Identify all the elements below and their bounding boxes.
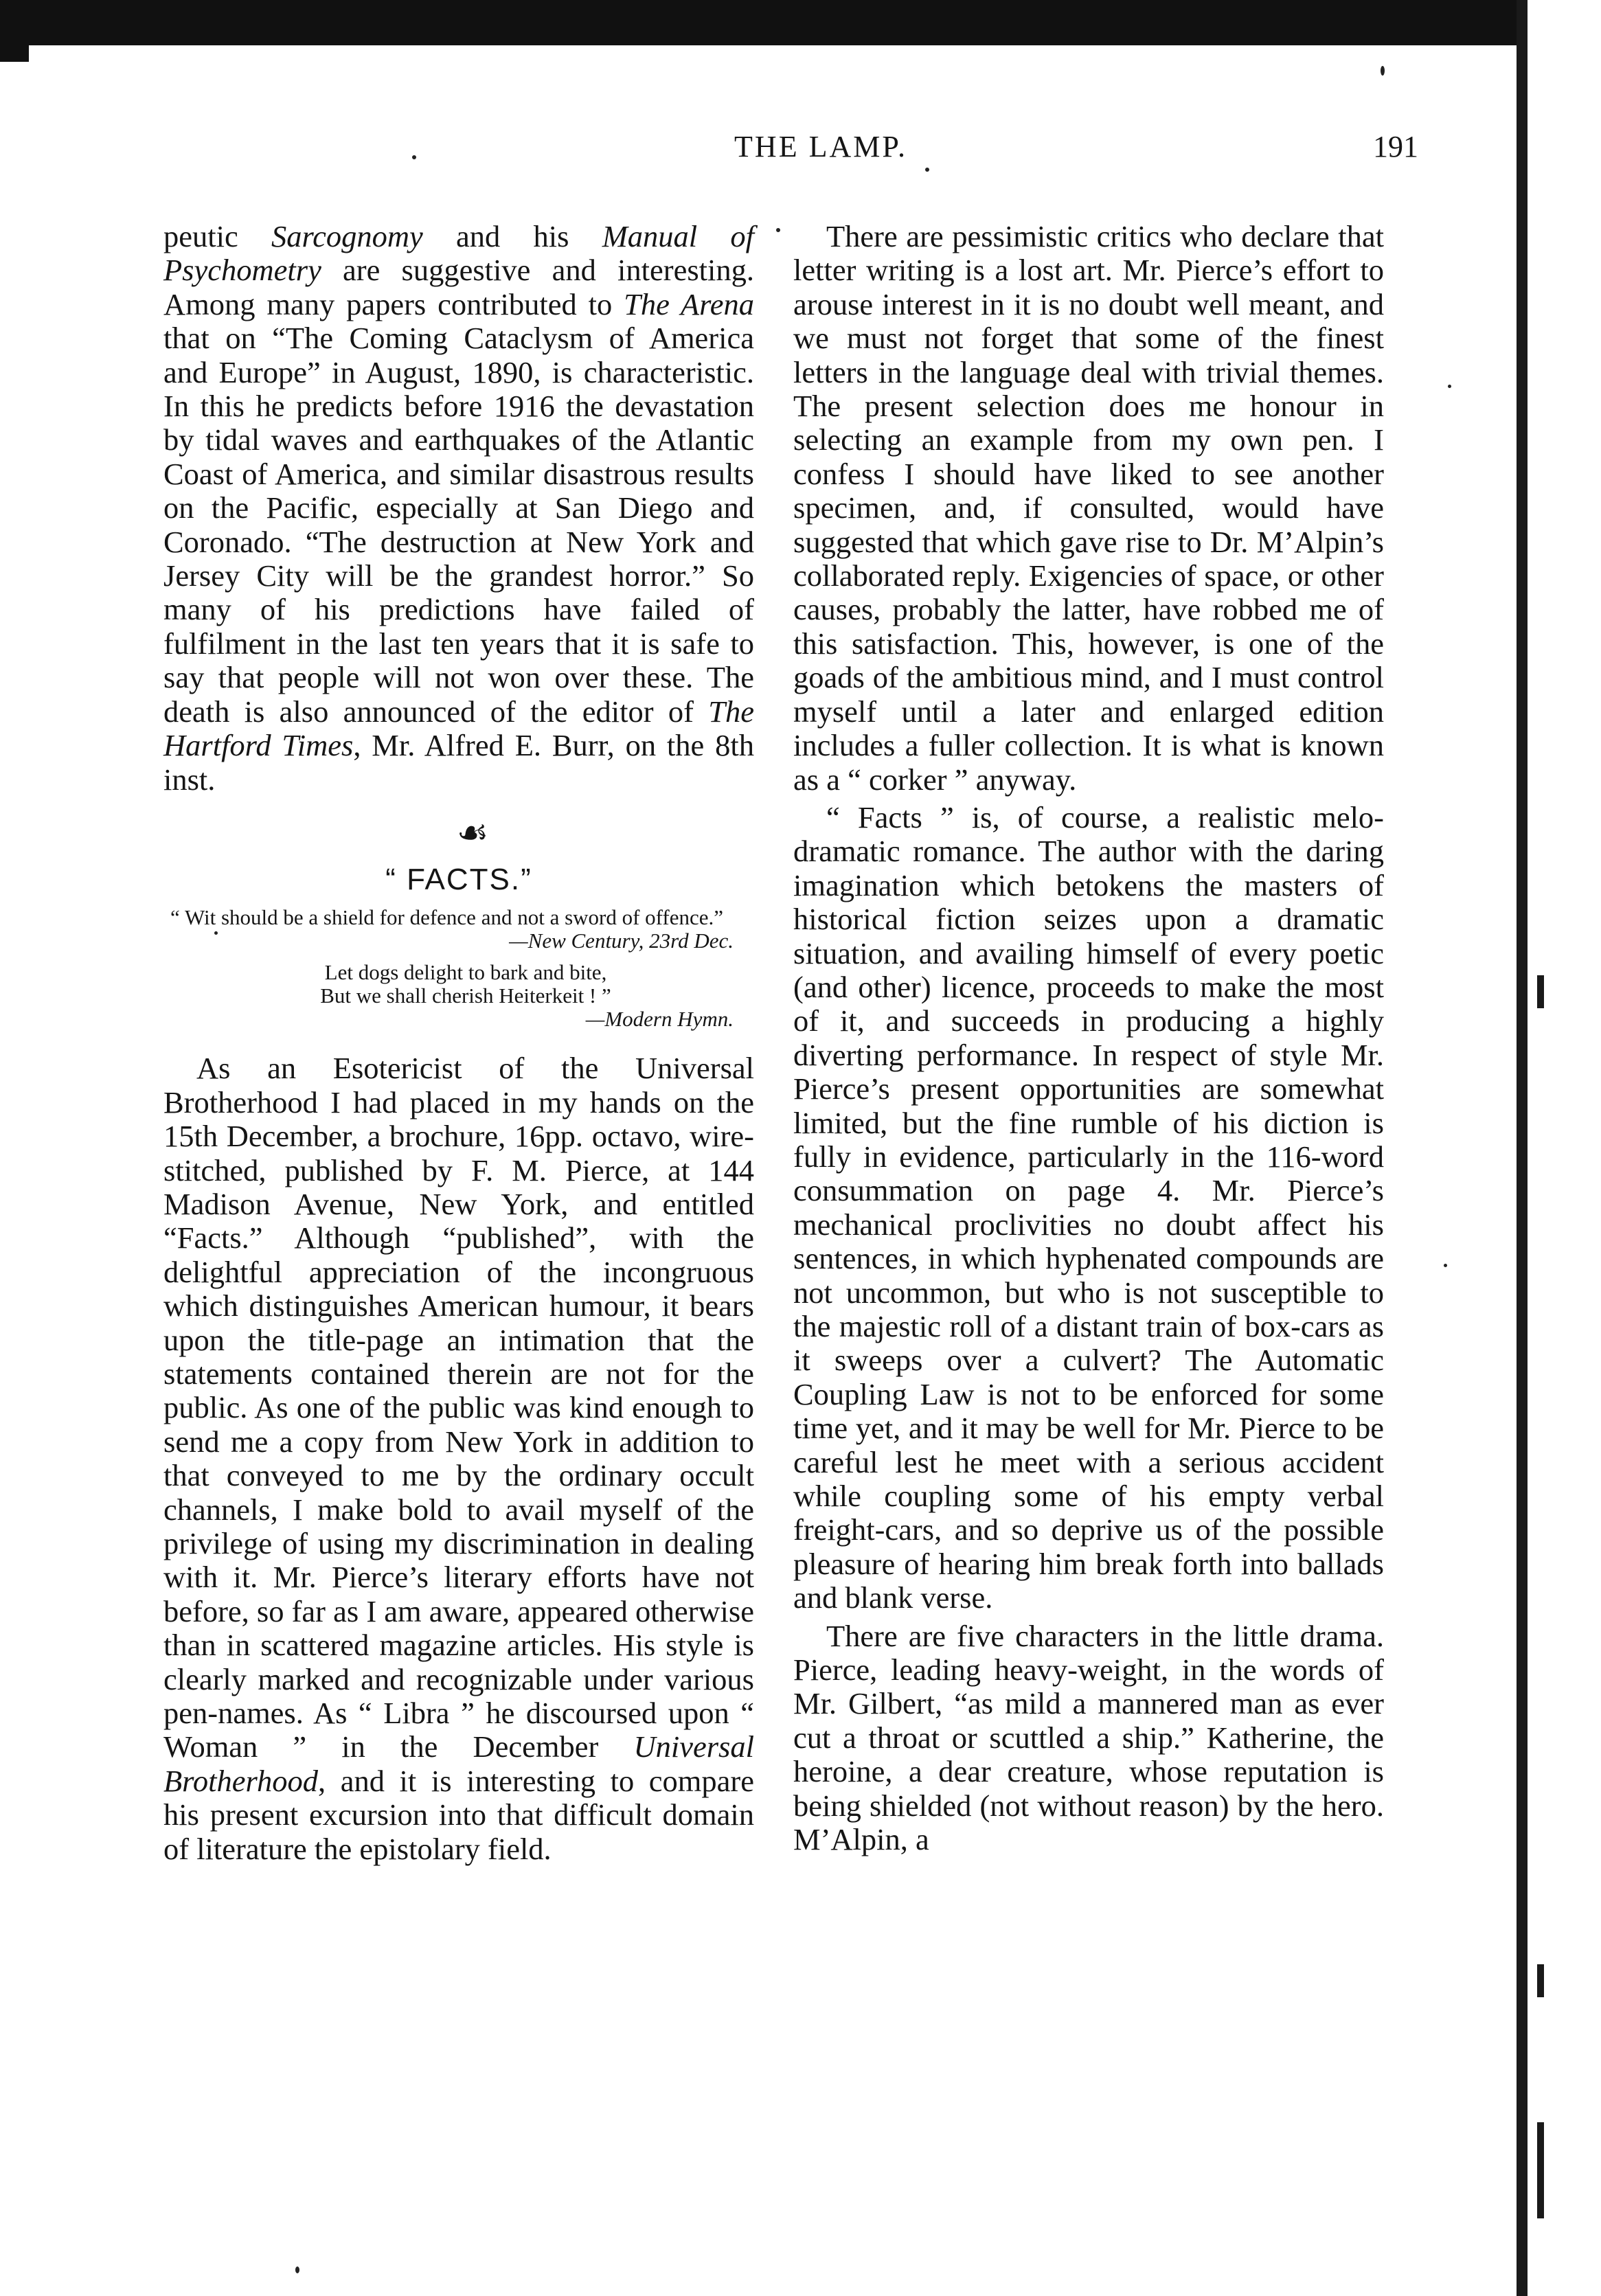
- scan-edge-mark: [1537, 2122, 1544, 2218]
- section-ornament: ☙: [456, 813, 489, 853]
- page-corner-shadow: [0, 45, 29, 62]
- title-the-arena: The Arena: [624, 286, 755, 321]
- epigraph: [170, 961, 747, 1031]
- title-sarcognomy: Sarcognomy: [271, 219, 423, 253]
- page-top-edge-shadow: [0, 0, 1521, 45]
- scan-speck: [1444, 1264, 1447, 1267]
- text-run: , and it is interesting to compare his present excursion into that difficult domain of literature the epistolary field.: [163, 1763, 754, 1866]
- epigraph-citation: —New Century, 23rd Dec.: [509, 929, 734, 953]
- epigraph: [170, 906, 747, 953]
- scan-edge-mark: [1537, 975, 1544, 1008]
- body-paragraph: “ Facts ” is, of course, a realistic melo-dramatic romance. The author with the daring imagination which betokens the masters of historical fiction seizes upon a dramatic situation, and availing himself of every poetic (and other) licence, proceeds to make the most of it, and succeeds in producing a highly diverting performance. In respect of style Mr. Pierce’s present opportunities are somewhat limited, but the fine rumble of his diction is fully in evidence, particularly in the 116-word consummation on page 4. Mr. Pierce’s mechanical proclivities no doubt affect his sentences, in which hyphenated compounds are not uncommon, but who is not susceptible to the majestic roll of a distant train of box-cars as it sweeps over a culvert? The Automatic Coupling Law is not to be enforced for some time yet, and it may be well for Mr. Pierce to be careful lest he meet with a serious accident while coupling some of his empty verbal freight-cars, and so deprive us of the possible pleasure of hearing him break forth into ballads and blank verse.: [793, 799, 1384, 1615]
- body-paragraph: There are five characters in the little drama. Pierce, leading heavy-weight, in the words of Mr. Gilbert, “as mild a mannered man as ever cut a throat or scuttled a ship.” Katherine, the heroine, a dear creature, whose reputation is being shielded (not without reason) by the hero. M’Alpin, a: [793, 1618, 1384, 1857]
- title-manual-of-psychometry: Manual of Psychometry: [163, 219, 755, 288]
- text-run: and his: [422, 219, 602, 253]
- scan-speck: [295, 2266, 299, 2273]
- body-paragraph: There are pessimistic critics who declare that letter writing is a lost art. Mr. Pierce’s effort to arouse interest in it is no doubt well meant, and we must not forget that some of the finest letters in the language deal with trivial themes. The present selection does me honour in selecting an example from my own pen. I confess I should have liked to see another specimen, and, if consulted, would have suggested that which gave rise to Dr. M’Alpin’s collaborated reply. Exigencies of space, or other causes, probably the latter, have robbed me of this satisfaction. This, however, is one of the goads of the ambitious mind, and I must control myself until a later and enlarged edition includes a fuller collection. It is what is known as a “ corker ” anyway.: [793, 219, 1384, 797]
- left-column: [163, 220, 754, 1866]
- page-number: 191: [1373, 130, 1418, 163]
- page-right-edge-shadow: [1517, 0, 1528, 2296]
- epigraph-verse-line: Let dogs delight to bark and bite,: [324, 960, 607, 985]
- scan-speck: [412, 155, 416, 159]
- continued-paragraph: [163, 220, 754, 797]
- text-run: peutic: [163, 219, 271, 253]
- scan-speck: [925, 168, 929, 172]
- scan-edge-mark: [1537, 1964, 1544, 1997]
- title-hartford-times: The Hartford Times: [163, 694, 754, 763]
- right-column: [793, 220, 1384, 1857]
- title-universal-brotherhood: Universal Brotherhood: [163, 1729, 754, 1798]
- text-run: As an Esotericist of the Universal Brotherhood I had placed in my hands on the 15th December, a brochure, 16pp. octavo, wire-stitched, published by F. M. Pierce, at 144 Madison Avenue, New York, and entitled “Facts.” Although “published”, with the delightful appreciation of the incongruous which distinguishes American humour, it bears upon the title-page an intimation that the statements contained therein are not for the public. As one of the public was kind enough to send me a copy from New York in addition to that conveyed to me by the ordinary occult channels, I make bold to avail myself of the privilege of using my discrimination in dealing with it. Mr. Pierce’s literary efforts have not before, so far as I am aware, appeared otherwise than in scattered magazine articles. His style is clearly marked and recognizable under various pen-names. As “ Libra ” he discoursed upon “ Woman ” in the December: [163, 1051, 754, 1764]
- running-head: THE LAMP.: [734, 130, 907, 163]
- scan-speck: [1381, 66, 1385, 76]
- epigraph-verse-line: But we shall cherish Heiterkeit ! ”: [320, 984, 611, 1008]
- text-run: are suggestive and interesting. Among many papers contributed to: [163, 253, 754, 321]
- text-run: , Mr. Alfred E. Burr, on the 8th inst.: [163, 728, 755, 797]
- epigraph-quote: “ Wit should be a shield for defence and not a sword of offence.”: [170, 905, 724, 930]
- body-paragraph: [163, 1052, 754, 1866]
- scan-speck: [1448, 385, 1451, 388]
- text-run: that on “The Coming Cataclysm of America and Europe” in August, 1890, is characteristic. In this he predicts before 1916 the devastation by tidal waves and earthquakes of the Atlantic Coast of America, and similar disastrous results on the Pacific, especially at San Diego and Coronado. “The destruction at New York and Jersey City will be the grandest horror.” So many of his predictions have failed of fulfilment in the last ten years that it is safe to say that people will not won over these. The death is also announced of the editor of: [163, 321, 754, 729]
- scan-speck: [776, 228, 780, 232]
- section-heading: “ FACTS.”: [385, 862, 532, 896]
- epigraph-citation: —Modern Hymn.: [585, 1007, 734, 1032]
